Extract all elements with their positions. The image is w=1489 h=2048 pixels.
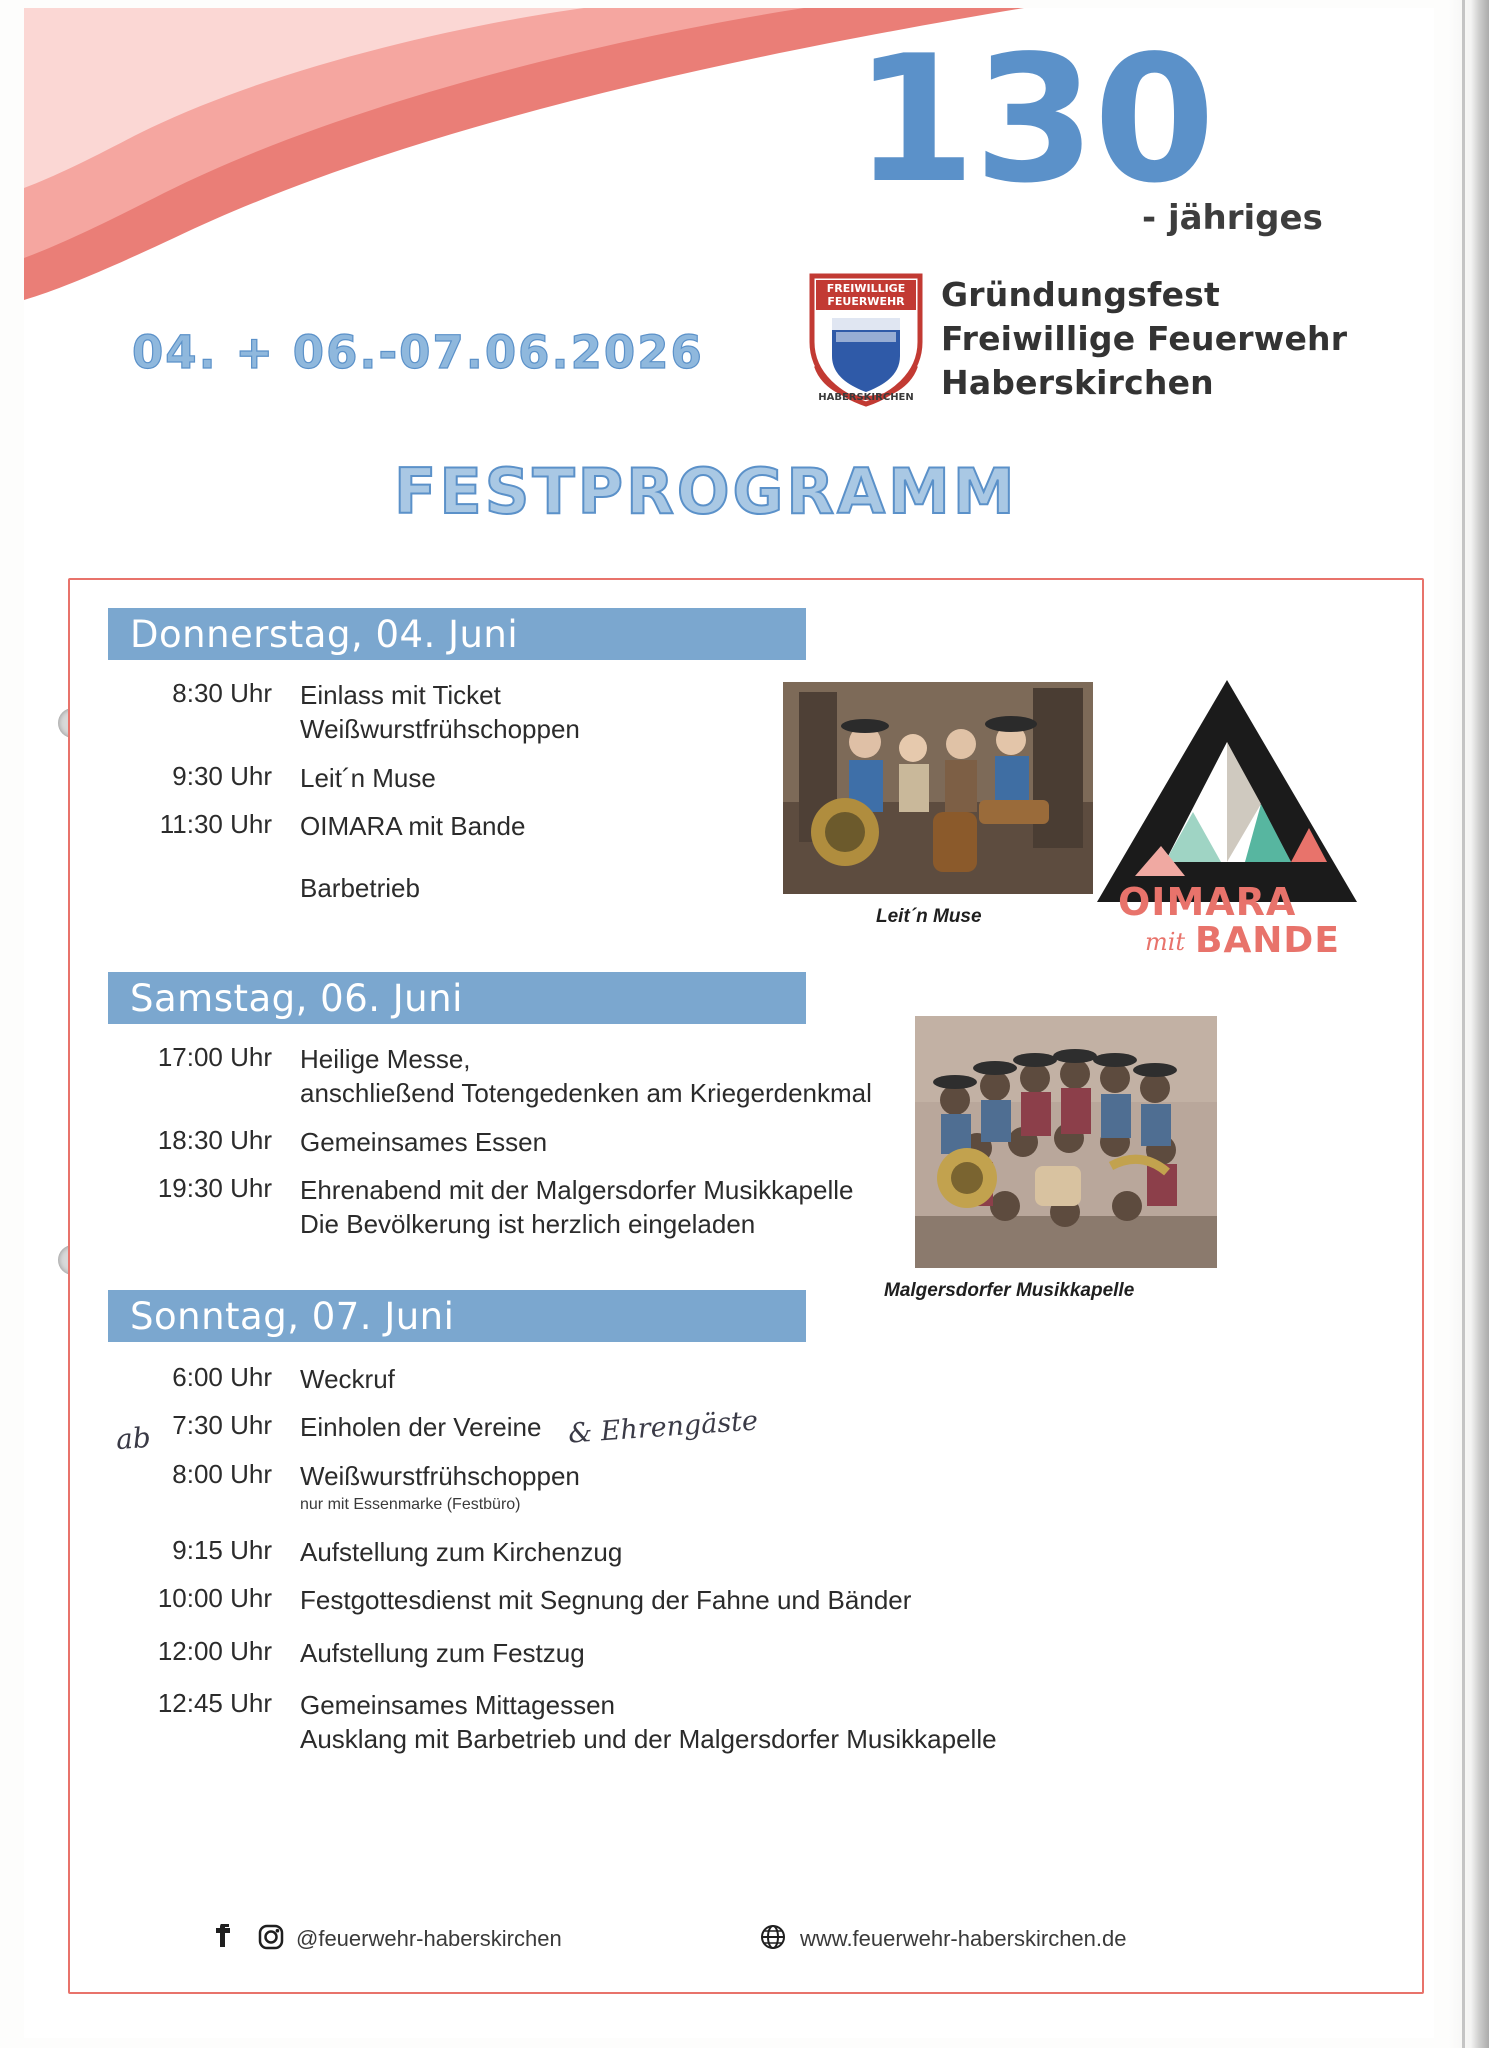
entry-desc: Barbetrieb [300, 873, 420, 904]
program-row [100, 1583, 1140, 1617]
svg-text:FREIWILLIGE: FREIWILLIGE [826, 282, 906, 295]
svg-text:HABERSKIRCHEN: HABERSKIRCHEN [818, 392, 914, 403]
entry-desc: Leit´n Muse [300, 762, 436, 793]
day-title: Donnerstag, 04. Juni [130, 612, 519, 656]
photo-malgersdorfer-musikkapelle [915, 1016, 1217, 1268]
entry-desc: Gemeinsames Essen [300, 1126, 548, 1157]
day-header-samstag [108, 972, 806, 1024]
organization-name [941, 273, 1347, 405]
day-title: Samstag, 06. Juni [130, 976, 463, 1020]
anniversary-suffix: - jähriges [1142, 198, 1323, 238]
org-line-2: Freiwillige Feuerwehr [941, 318, 1348, 358]
program-row [100, 678, 880, 747]
day-title: Sonntag, 07. Juni [130, 1294, 455, 1338]
entry-desc: Aufstellung zum Festzug [300, 1637, 585, 1668]
anniversary-number: 130 [854, 19, 1214, 222]
photo-leitn-muse [783, 682, 1093, 894]
entry-time: 12:00 Uhr [157, 1635, 272, 1666]
entry-desc: Einholen der Vereine [300, 1412, 542, 1443]
instagram-icon[interactable] [258, 1924, 284, 1956]
org-line-1: Gründungsfest [941, 275, 1220, 314]
entry-desc: Weckruf [300, 1364, 395, 1394]
entry-time: 9:30 Uhr [172, 760, 272, 791]
entry-desc-sub: nur mit Essenmarke (Festbüro) [300, 1495, 521, 1513]
entry-desc: Festgottesdienst mit Segnung der Fahne und Bänder [300, 1585, 912, 1616]
entry-time: 9:15 Uhr [172, 1535, 272, 1566]
program-row [100, 1459, 1140, 1515]
social-handle[interactable]: @feuerwehr-haberskirchen [296, 1926, 562, 1951]
fire-department-badge-icon [802, 270, 930, 410]
entry-time: 10:00 Uhr [157, 1583, 272, 1614]
handwriting-ehrengaeste: & Ehrengäste [567, 1405, 759, 1450]
photo-caption-malgersdorfer: Malgersdorfer Musikkapelle [884, 1280, 1135, 1301]
entry-time: 18:30 Uhr [157, 1124, 272, 1155]
oimara-name: OIMARA [1118, 880, 1297, 924]
entry-desc: OIMARA mit Bande [300, 810, 526, 841]
svg-text:FEUERWEHR: FEUERWEHR [827, 295, 905, 308]
day-header-sonntag [108, 1290, 806, 1342]
poster-footer [70, 1924, 1422, 1964]
program-row [100, 761, 880, 795]
program-row [100, 809, 880, 843]
scan-edge-line [1462, 0, 1465, 2048]
day-entries-donnerstag [100, 678, 880, 920]
poster-sheet [24, 8, 1434, 2038]
page-title: FESTPROGRAMM [394, 455, 1018, 528]
entry-desc: Gemeinsames Mittagessen Ausklang mit Barbetrieb und der Malgersdorfer Musikkapelle [300, 1689, 997, 1755]
entry-desc: Heilige Messe, anschließend Totengedenken am Kriegerdenkmal [300, 1044, 872, 1109]
program-row [100, 1688, 1140, 1757]
entry-time: 11:30 Uhr [159, 808, 272, 839]
program-row [100, 871, 880, 905]
globe-icon[interactable] [760, 1924, 786, 1956]
program-frame [68, 578, 1424, 1994]
poster-header [24, 8, 1434, 568]
photo-caption-leitn-muse: Leit´n Muse [876, 906, 982, 927]
facebook-icon[interactable] [212, 1924, 234, 1954]
website-url[interactable]: www.feuerwehr-haberskirchen.de [800, 1926, 1127, 1951]
entry-time: 17:00 Uhr [157, 1042, 272, 1072]
entry-time: 6:00 Uhr [172, 1362, 272, 1392]
handwriting-ab: ab [114, 1420, 152, 1457]
entry-desc: Ehrenabend mit der Malgersdorfer Musikkapelle Die Bevölkerung ist herzlich eingeladen [300, 1174, 854, 1240]
program-row [100, 1362, 1140, 1396]
entry-time: 7:30 Uhr [172, 1410, 272, 1441]
entry-desc: Aufstellung zum Kirchenzug [300, 1537, 623, 1568]
entry-desc [300, 1459, 580, 1515]
entry-time: 12:45 Uhr [157, 1687, 272, 1718]
scan-edge-shadow [1449, 0, 1489, 2048]
program-row [100, 1636, 1140, 1670]
entry-time: 8:30 Uhr [172, 678, 272, 708]
entry-desc: Einlass mit Ticket Weißwurstfrühschoppen [300, 680, 580, 745]
program-row [100, 1535, 1140, 1569]
entry-time: 8:00 Uhr [172, 1458, 272, 1489]
entry-time: 19:30 Uhr [157, 1172, 272, 1203]
day-header-donnerstag [108, 608, 806, 660]
org-line-3: Haberskirchen [941, 362, 1214, 402]
oimara-mit: mit [1145, 928, 1186, 956]
event-dates: 04. + 06.-07.06.2026 [132, 326, 704, 379]
entry-desc-main: Weißwurstfrühschoppen [300, 1460, 580, 1491]
oimara-bande: BANDE [1195, 920, 1340, 961]
